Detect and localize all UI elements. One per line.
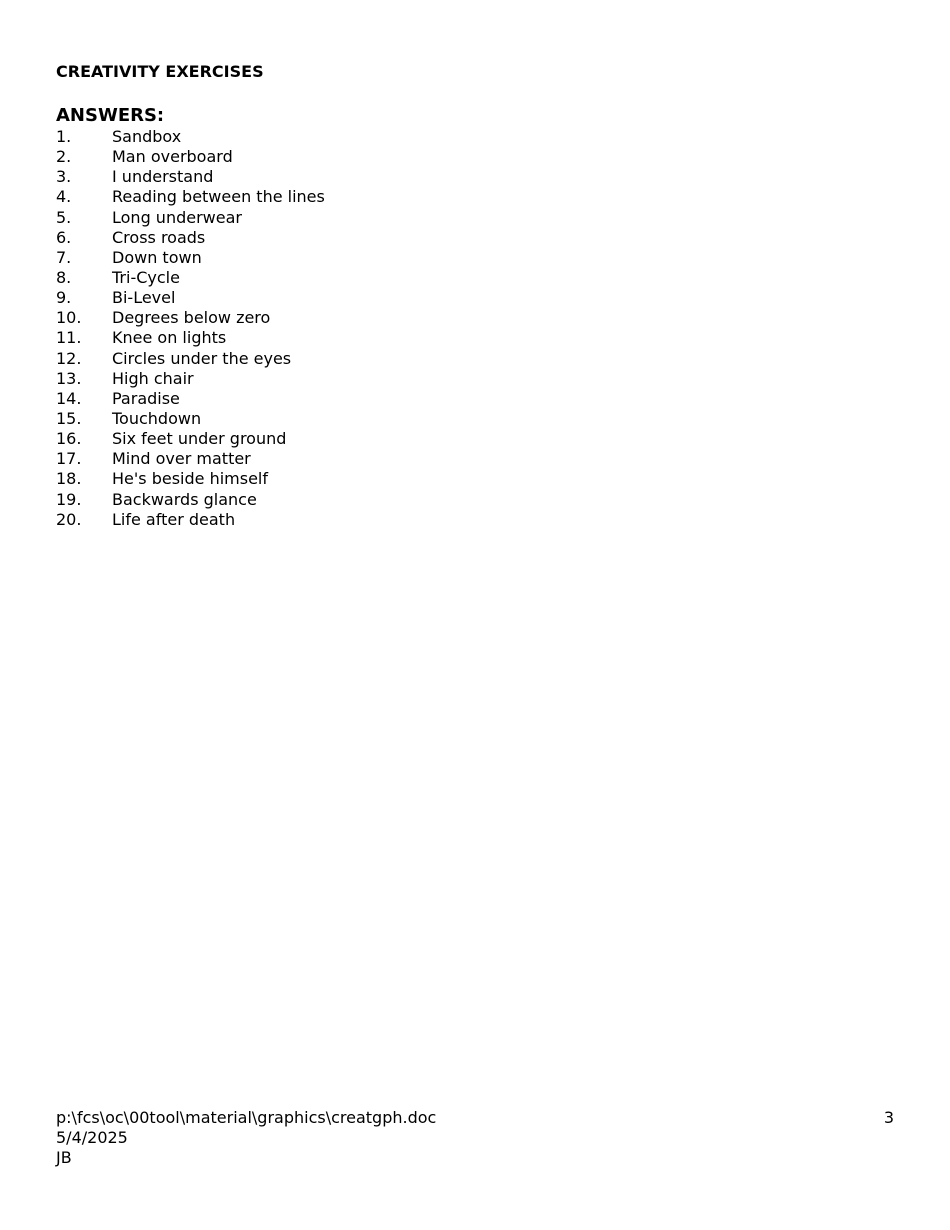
footer-file-path: p:\fcs\oc\00tool\material\graphics\creatgph.doc	[56, 1108, 437, 1127]
answer-text: Backwards glance	[112, 489, 257, 509]
answer-number: 4.	[56, 187, 72, 207]
answer-text: I understand	[112, 167, 214, 187]
answer-text: Mind over matter	[112, 449, 251, 469]
answer-text: Long underwear	[112, 207, 242, 227]
answer-item	[56, 429, 325, 449]
answer-item	[56, 187, 325, 207]
answer-item	[56, 349, 325, 369]
footer-date: 5/4/2025	[56, 1128, 128, 1147]
footer-initials: JB	[56, 1148, 72, 1167]
answer-number: 12.	[56, 348, 82, 368]
footer	[56, 1108, 436, 1168]
page-number: 3	[883, 1108, 894, 1127]
answer-text: Down town	[112, 247, 202, 267]
answer-item	[56, 167, 325, 187]
answer-number: 11.	[56, 328, 82, 348]
answer-item	[56, 147, 325, 167]
answer-item	[56, 127, 325, 147]
answer-number: 17.	[56, 449, 82, 469]
answer-text: Bi-Level	[112, 288, 176, 308]
answer-number: 6.	[56, 227, 72, 247]
answer-text: Tri-Cycle	[112, 267, 180, 287]
answer-item	[56, 308, 325, 328]
answer-item	[56, 389, 325, 409]
answer-text: Reading between the lines	[112, 187, 325, 207]
answer-item	[56, 490, 325, 510]
answer-number: 3.	[56, 167, 72, 187]
answer-text: Circles under the eyes	[112, 348, 292, 368]
answer-number: 18.	[56, 469, 82, 489]
answer-number: 9.	[56, 288, 72, 308]
answer-number: 15.	[56, 408, 82, 428]
answer-item	[56, 248, 325, 268]
answer-number: 10.	[56, 308, 82, 328]
page-title: CREATIVITY EXERCISES	[56, 62, 264, 81]
answer-item	[56, 510, 325, 530]
answer-item	[56, 369, 325, 389]
answer-item	[56, 469, 325, 489]
answer-number: 13.	[56, 368, 82, 388]
answer-item	[56, 328, 325, 348]
answer-number: 14.	[56, 388, 82, 408]
answer-text: Cross roads	[112, 227, 206, 247]
answer-text: Degrees below zero	[112, 308, 271, 328]
answer-text: Sandbox	[112, 127, 182, 146]
answer-number: 16.	[56, 429, 82, 449]
answer-text: Man overboard	[112, 147, 233, 167]
answer-list	[56, 127, 325, 530]
answer-number: 20.	[56, 509, 82, 529]
answer-number: 2.	[56, 147, 72, 167]
answer-item	[56, 228, 325, 248]
answer-text: He's beside himself	[112, 469, 268, 489]
answers-heading: ANSWERS:	[56, 105, 165, 126]
answer-item	[56, 288, 325, 308]
answer-item	[56, 268, 325, 288]
answer-item	[56, 208, 325, 228]
answer-number: 5.	[56, 207, 72, 227]
answer-text: Paradise	[112, 388, 180, 408]
answer-number: 19.	[56, 489, 82, 509]
answer-text: Touchdown	[112, 408, 202, 428]
answer-number: 7.	[56, 247, 72, 267]
answer-number: 8.	[56, 267, 72, 287]
answer-text: Knee on lights	[112, 328, 227, 348]
answer-item	[56, 409, 325, 429]
answer-text: High chair	[112, 368, 194, 388]
answer-text: Life after death	[112, 509, 236, 529]
answer-number: 1.	[56, 127, 72, 146]
answer-text: Six feet under ground	[112, 429, 287, 449]
answer-item	[56, 449, 325, 469]
